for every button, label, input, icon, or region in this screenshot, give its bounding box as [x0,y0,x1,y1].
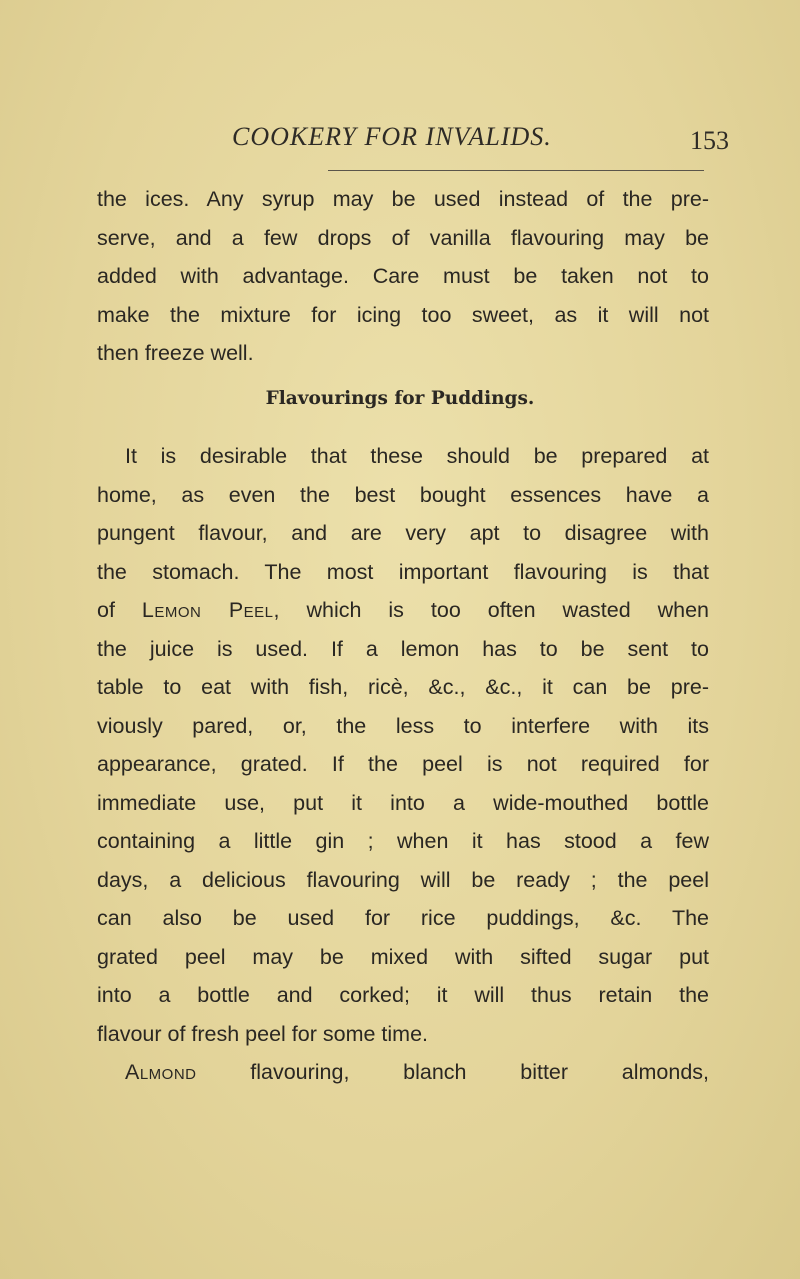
text-line: the stomach. The most important flavouring is that [97,559,709,584]
text-line: table to eat with fish, ricè, &c., &c., it can be pre- [97,675,709,699]
text-fragment: of [97,598,142,622]
text-line: can also be used for rice puddings, &c. The [97,906,709,930]
paragraph-ices [97,180,709,373]
text-fragment: , which is too often wasted when [273,598,710,622]
page-number: 153 [690,126,729,155]
almond-term: Almond [125,1060,197,1084]
text-line: pungent flavour, and are very apt to disagree with [97,521,709,545]
lemon-peel-term: Lemon Peel [141,598,274,622]
text-line: containing a little gin ; when it has stood a few [97,829,709,853]
text-line: appearance, grated. If the peel is not required for [97,752,709,776]
text-line: immediate use, put it into a wide-mouthed bottle [97,790,709,815]
text-line: added with advantage. Care must be taken not to [97,264,709,288]
text-line: home, as even the best bought essences have a [97,482,709,507]
paragraph-flavourings [97,437,709,1092]
text-line [97,1053,709,1092]
text-line: viously pared, or, the less to interfere with its [97,713,709,738]
text-line: It is desirable that these should be prepared at [125,444,709,468]
text-line: flavour of fresh peel for some time. [97,1021,429,1046]
section-heading: Flavourings for Puddings. [265,388,535,409]
text-fragment: flavouring, blanch bitter almonds, [196,1060,709,1084]
header-rule [328,170,704,171]
text-line: days, a delicious flavouring will be ready ; the peel [97,867,709,892]
text-line: into a bottle and corked; it will thus retain the [97,983,709,1007]
text-line [97,591,709,630]
text-line: make the mixture for icing too sweet, as it will not [97,302,709,327]
running-head-title: COOKERY FOR INVALIDS. [232,122,552,151]
text-line: the ices. Any syrup may be used instead of the pre- [97,187,709,211]
text-line: the juice is used. If a lemon has to be sent to [97,636,709,661]
text-line: then freeze well. [97,341,254,365]
text-line: serve, and a few drops of vanilla flavouring may be [97,225,709,250]
text-line: grated peel may be mixed with sifted sugar put [97,944,709,969]
